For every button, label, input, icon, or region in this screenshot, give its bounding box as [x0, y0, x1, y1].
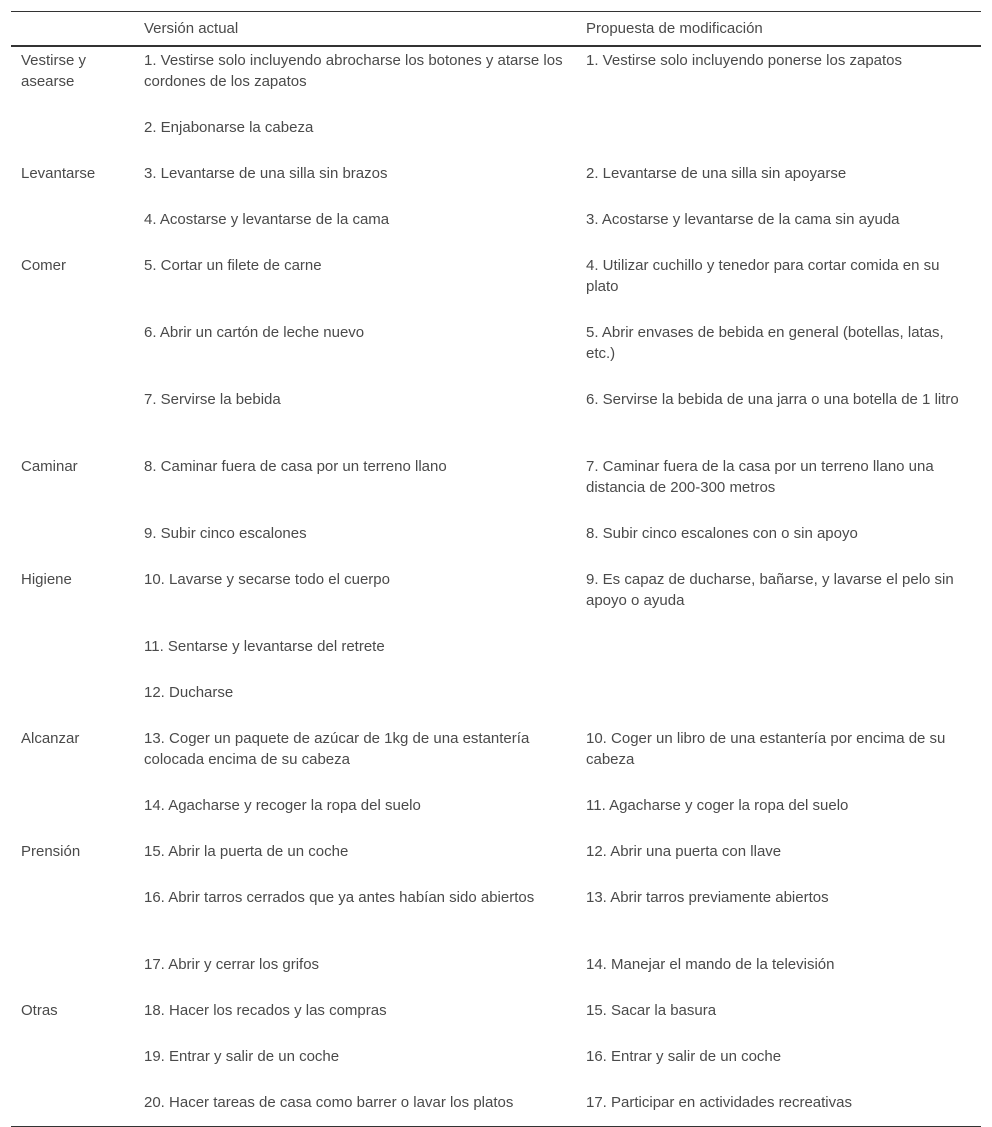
propuesta-cell: 13. Abrir tarros previamente abiertos: [586, 889, 829, 906]
category-cell: [11, 115, 134, 161]
category-cell: Otras: [21, 1002, 58, 1019]
version-actual-cell: 19. Entrar y salir de un coche: [144, 1048, 340, 1065]
category-cell: Alcanzar: [21, 730, 80, 747]
category-cell: [11, 952, 134, 998]
header-category: [11, 12, 134, 47]
table-row: [11, 454, 981, 521]
category-cell: Caminar: [21, 458, 78, 475]
header-version-actual: Versión actual: [134, 12, 576, 47]
version-actual-cell: 16. Abrir tarros cerrados que ya antes habían sido abiertos: [144, 889, 535, 906]
version-actual-cell: 5. Cortar un filete de carne: [144, 257, 322, 274]
table-row: [11, 253, 981, 320]
propuesta-cell: 10. Coger un libro de una estantería por encima de su cabeza: [586, 730, 946, 768]
table-row: [11, 521, 981, 567]
category-cell: Levantarse: [21, 165, 96, 182]
category-cell: [11, 387, 134, 454]
category-cell: Comer: [21, 257, 67, 274]
table-row: [11, 207, 981, 253]
category-cell: [11, 634, 134, 680]
comparison-table-container: [11, 11, 981, 1127]
version-actual-cell: 13. Coger un paquete de azúcar de 1kg de una estantería colocada encima de su cabeza: [144, 730, 530, 768]
version-actual-cell: 20. Hacer tareas de casa como barrer o lavar los platos: [144, 1094, 514, 1111]
propuesta-cell: 14. Manejar el mando de la televisión: [586, 956, 835, 973]
table-row: [11, 998, 981, 1044]
propuesta-cell: 4. Utilizar cuchillo y tenedor para cortar comida en su plato: [586, 257, 940, 295]
version-actual-cell: 7. Servirse la bebida: [144, 391, 281, 408]
propuesta-cell: [576, 680, 981, 726]
version-actual-cell: 11. Sentarse y levantarse del retrete: [144, 638, 385, 655]
propuesta-cell: 17. Participar en actividades recreativas: [586, 1094, 852, 1111]
table-header: [11, 12, 981, 47]
propuesta-cell: 5. Abrir envases de bebida en general (botellas, latas, etc.): [586, 324, 944, 362]
table-row: [11, 161, 981, 207]
table-row: [11, 1044, 981, 1090]
version-actual-cell: 2. Enjabonarse la cabeza: [144, 119, 314, 136]
propuesta-cell: 2. Levantarse de una silla sin apoyarse: [586, 165, 847, 182]
propuesta-cell: 3. Acostarse y levantarse de la cama sin ayuda: [586, 211, 900, 228]
version-actual-cell: 12. Ducharse: [144, 684, 234, 701]
table-row: [11, 567, 981, 634]
table-row: [11, 46, 981, 115]
propuesta-cell: 12. Abrir una puerta con llave: [586, 843, 782, 860]
category-cell: Prensión: [21, 843, 81, 860]
propuesta-cell: [576, 634, 981, 680]
propuesta-cell: [576, 115, 981, 161]
category-cell: [11, 885, 134, 952]
category-cell: [11, 320, 134, 387]
header-row: [11, 12, 981, 47]
category-cell: [11, 680, 134, 726]
version-actual-cell: 1. Vestirse solo incluyendo abrocharse los botones y atarse los cordones de los zapatos: [144, 52, 563, 90]
version-actual-cell: 6. Abrir un cartón de leche nuevo: [144, 324, 365, 341]
version-actual-cell: 14. Agacharse y recoger la ropa del suelo: [144, 797, 421, 814]
version-actual-cell: 4. Acostarse y levantarse de la cama: [144, 211, 390, 228]
propuesta-cell: 9. Es capaz de ducharse, bañarse, y lavarse el pelo sin apoyo o ayuda: [586, 571, 954, 609]
table-row: [11, 387, 981, 454]
table-row: [11, 839, 981, 885]
propuesta-cell: 16. Entrar y salir de un coche: [586, 1048, 782, 1065]
category-cell: Vestirse y asearse: [21, 52, 87, 90]
table-row: [11, 634, 981, 680]
table-row: [11, 952, 981, 998]
version-actual-cell: 15. Abrir la puerta de un coche: [144, 843, 349, 860]
version-actual-cell: 9. Subir cinco escalones: [144, 525, 307, 542]
table-row: [11, 680, 981, 726]
table-row: [11, 793, 981, 839]
propuesta-cell: 15. Sacar la basura: [586, 1002, 717, 1019]
version-actual-cell: 17. Abrir y cerrar los grifos: [144, 956, 320, 973]
propuesta-cell: 11. Agacharse y coger la ropa del suelo: [586, 797, 849, 814]
version-actual-cell: 8. Caminar fuera de casa por un terreno llano: [144, 458, 447, 475]
propuesta-cell: 7. Caminar fuera de la casa por un terreno llano una distancia de 200-300 metros: [586, 458, 934, 496]
category-cell: [11, 1090, 134, 1127]
version-actual-cell: 18. Hacer los recados y las compras: [144, 1002, 387, 1019]
table-row: [11, 320, 981, 387]
version-actual-cell: 10. Lavarse y secarse todo el cuerpo: [144, 571, 390, 588]
propuesta-cell: 1. Vestirse solo incluyendo ponerse los zapatos: [586, 52, 903, 69]
table-row: [11, 726, 981, 793]
table-row: [11, 1090, 981, 1127]
version-actual-cell: 3. Levantarse de una silla sin brazos: [144, 165, 388, 182]
category-cell: [11, 793, 134, 839]
category-cell: [11, 521, 134, 567]
propuesta-cell: 8. Subir cinco escalones con o sin apoyo: [586, 525, 858, 542]
header-propuesta: Propuesta de modificación: [576, 12, 981, 47]
comparison-table: [11, 11, 981, 1127]
category-cell: Higiene: [21, 571, 72, 588]
table-row: [11, 115, 981, 161]
table-body: [11, 46, 981, 1127]
table-row: [11, 885, 981, 952]
category-cell: [11, 207, 134, 253]
propuesta-cell: 6. Servirse la bebida de una jarra o una botella de 1 litro: [586, 391, 959, 408]
category-cell: [11, 1044, 134, 1090]
